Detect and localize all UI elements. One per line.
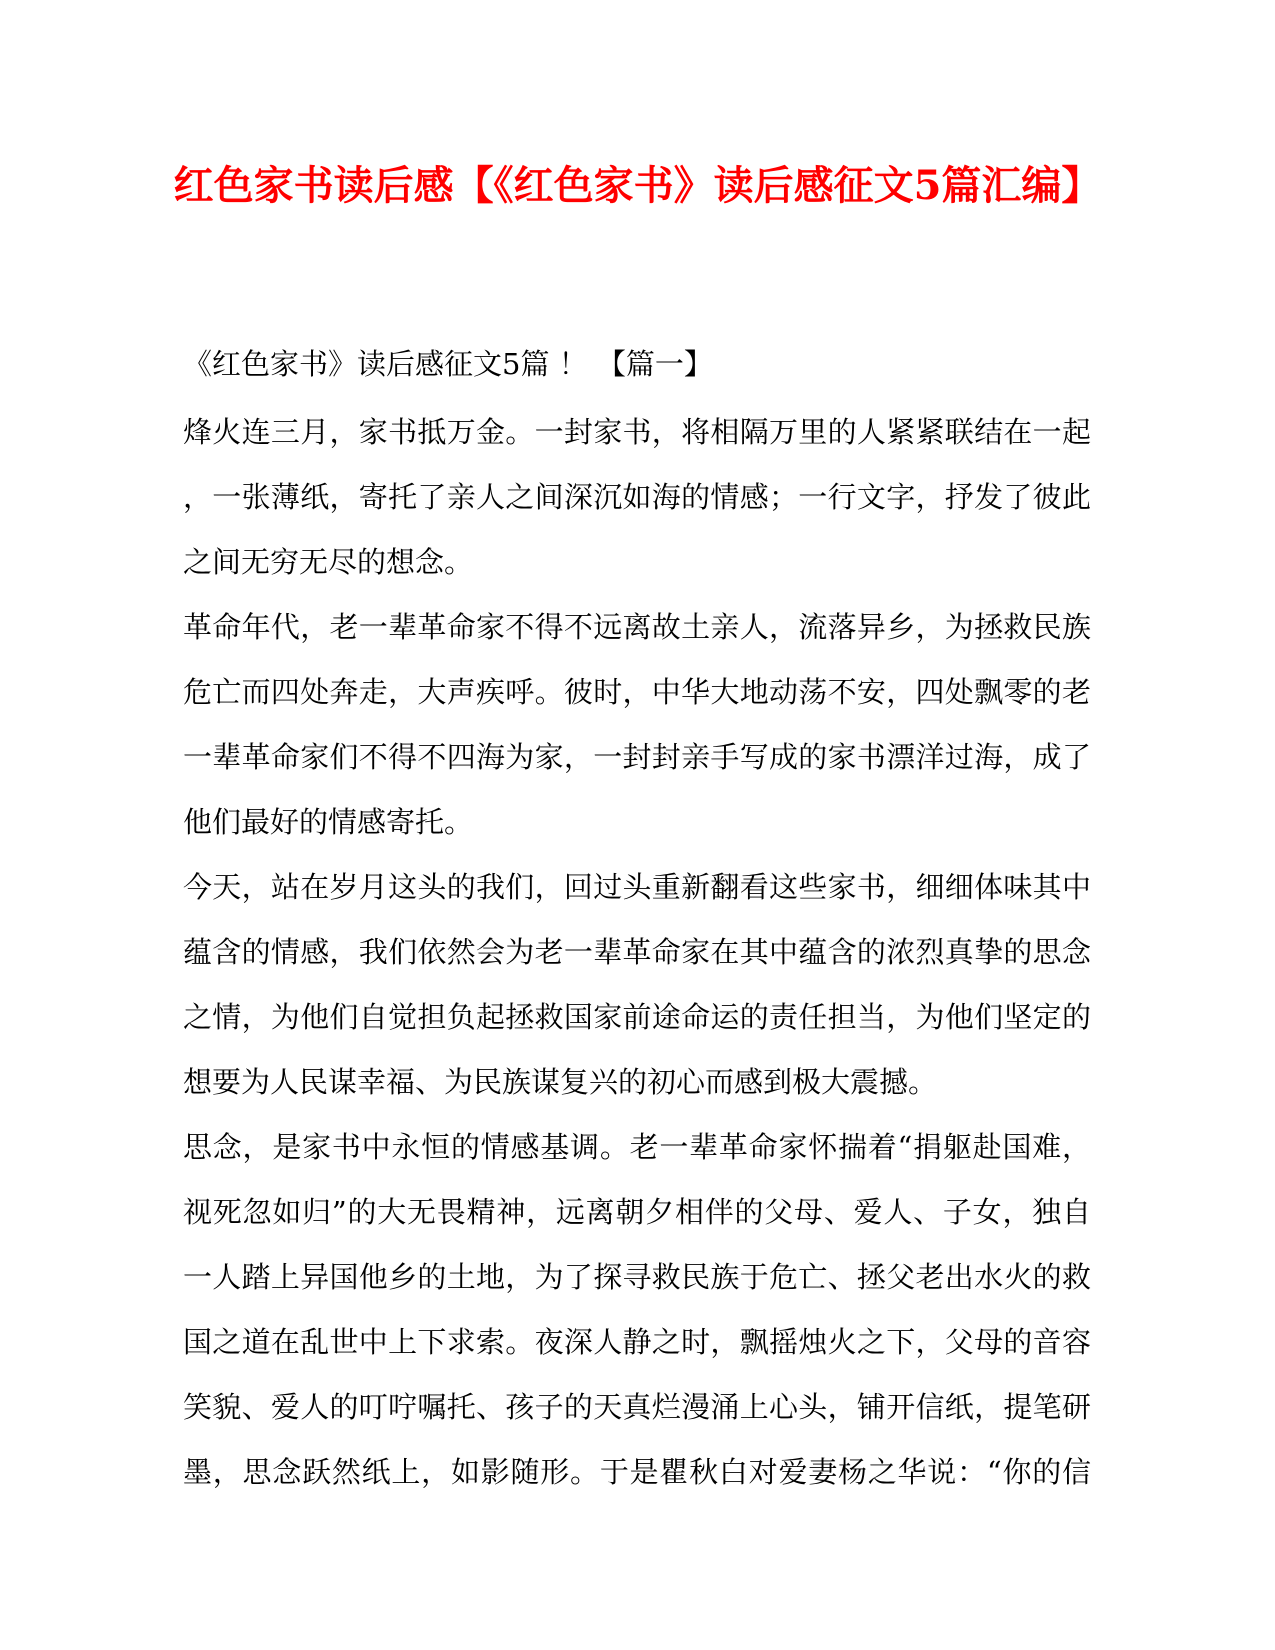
text-line: 他们最好的情感寄托。 xyxy=(183,805,474,839)
text-line: 思念，是家书中永恒的情感基调。老一辈革命家怀揣着“捐躯赴国难， xyxy=(183,1130,1091,1164)
text-line: 今天，站在岁月这头的我们，回过头重新翻看这些家书，细细体味其中 xyxy=(183,870,1091,904)
document-title: 红色家书读后感【《红色家书》读后感征文5篇汇编】 xyxy=(173,162,1102,209)
text-line: ，一张薄纸，寄托了亲人之间深沉如海的情感；一行文字，抒发了彼此 xyxy=(183,480,1091,514)
text-line: 之情，为他们自觉担负起拯救国家前途命运的责任担当，为他们坚定的 xyxy=(183,1000,1091,1034)
body-text xyxy=(183,400,1091,1505)
text-line: 革命年代，老一辈革命家不得不远离故土亲人，流落异乡，为拯救民族 xyxy=(183,610,1091,644)
text-line: 蕴含的情感，我们依然会为老一辈革命家在其中蕴含的浓烈真挚的思念 xyxy=(183,935,1091,969)
text-line: 国之道在乱世中上下求索。夜深人静之时，飘摇烛火之下，父母的音容 xyxy=(183,1325,1091,1359)
text-line: 一人踏上异国他乡的土地，为了探寻救民族于危亡、拯父老出水火的救 xyxy=(183,1260,1091,1294)
text-line: 笑貌、爱人的叮咛嘱托、孩子的天真烂漫涌上心头，铺开信纸，提笔研 xyxy=(183,1390,1091,1424)
text-line: 烽火连三月，家书抵万金。一封家书，将相隔万里的人紧紧联结在一起 xyxy=(183,415,1091,449)
section-heading: 《红色家书》读后感征文5篇 ！ 【篇一】 xyxy=(183,347,713,381)
text-line: 之间无穷无尽的想念。 xyxy=(183,545,474,579)
text-line: 视死忽如归”的大无畏精神，远离朝夕相伴的父母、爱人、子女，独自 xyxy=(183,1195,1091,1229)
text-line: 危亡而四处奔走，大声疾呼。彼时，中华大地动荡不安，四处飘零的老 xyxy=(183,675,1091,709)
text-line: 墨，思念跃然纸上，如影随形。于是瞿秋白对爱妻杨之华说：“你的信 xyxy=(183,1455,1091,1489)
text-line: 一辈革命家们不得不四海为家，一封封亲手写成的家书漂洋过海，成了 xyxy=(183,740,1091,774)
text-line: 想要为人民谋幸福、为民族谋复兴的初心而感到极大震撼。 xyxy=(183,1065,938,1099)
